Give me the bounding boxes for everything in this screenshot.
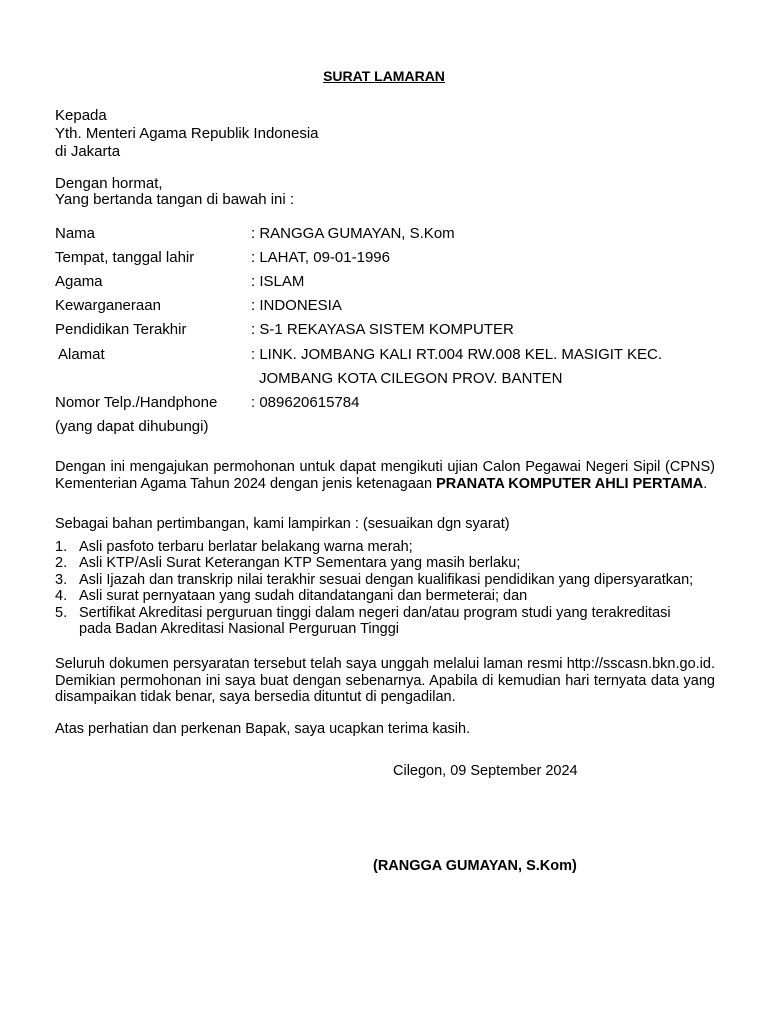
field-label: Alamat: [58, 346, 105, 363]
application-text-end: .: [703, 475, 708, 492]
field-label: Tempat, tanggal lahir: [55, 249, 195, 266]
application-paragraph: [55, 459, 715, 492]
position-name: PRANATA KOMPUTER AHLI PERTAMA: [436, 475, 704, 492]
recipient-line-2: Yth. Menteri Agama Republik Indonesia: [55, 125, 319, 142]
closing-sentence: Atas perhatian dan perkenan Bapak, saya ucapkan terima kasih.: [55, 721, 471, 737]
field-value: : ISLAM: [251, 273, 305, 290]
recipient-line-1: Kepada: [55, 107, 107, 124]
list-item: [55, 539, 735, 555]
recipient-line-3: di Jakarta: [55, 143, 121, 160]
greeting-line-2: Yang bertanda tangan di bawah ini :: [55, 191, 295, 208]
signature-name: (RANGGA GUMAYAN, S.Kom): [373, 858, 577, 874]
letter-title: SURAT LAMARAN: [323, 68, 445, 84]
application-text: Dengan ini mengajukan permohonan untuk dapat mengikuti ujian Calon Pegawai Negeri Sipil (CPNS) Kementerian Agama Tahun 2024 dengan jenis ketenagaan: [55, 459, 715, 492]
place-date: Cilegon, 09 September 2024: [393, 763, 578, 779]
field-label: Kewarganeraan: [55, 297, 161, 314]
field-value: : INDONESIA: [251, 297, 342, 314]
field-value: : LINK. JOMBANG KALI RT.004 RW.008 KEL. MASIGIT KEC.: [251, 346, 662, 363]
field-value: : LAHAT, 09-01-1996: [251, 249, 390, 266]
list-number: 3.: [55, 571, 68, 588]
field-label: Nama: [55, 225, 96, 242]
list-number: 2.: [55, 555, 68, 572]
field-value: : RANGGA GUMAYAN, S.Kom: [251, 225, 455, 242]
greeting-line-1: Dengan hormat,: [55, 175, 163, 192]
list-item: [55, 555, 735, 571]
list-number: 5.: [55, 604, 68, 621]
attachments-list: [55, 539, 735, 637]
list-text: Asli KTP/Asli Surat Keterangan KTP Sementara yang masih berlaku;: [79, 555, 521, 572]
attachments-intro: Sebagai bahan pertimbangan, kami lampirkan : (sesuaikan dgn syarat): [55, 516, 510, 532]
list-number: 1.: [55, 539, 68, 555]
list-item: [55, 572, 735, 588]
field-value: : 089620615784: [251, 394, 360, 411]
field-label: Pendidikan Terakhir: [55, 321, 187, 338]
list-text: Asli surat pernyataan yang sudah ditandatangani dan bermeterai; dan: [79, 588, 528, 605]
list-text: Asli Ijazah dan transkrip nilai terakhir sesuai dengan kualifikasi pendidikan yang dipersyaratkan;: [79, 571, 694, 588]
list-text: Sertifikat Akreditasi perguruan tinggi dalam negeri dan/atau program studi yang terakreditasi pada Badan Akreditasi Nasional Perguruan Tinggi: [79, 604, 671, 638]
list-number: 4.: [55, 588, 68, 605]
field-value: JOMBANG KOTA CILEGON PROV. BANTEN: [259, 370, 563, 387]
field-label: Agama: [55, 273, 103, 290]
list-item: [55, 605, 735, 638]
field-label: Nomor Telp./Handphone: [55, 394, 218, 411]
list-text: Asli pasfoto terbaru berlatar belakang warna merah;: [79, 539, 413, 555]
field-label: (yang dapat dihubungi): [55, 418, 209, 435]
field-value: : S-1 REKAYASA SISTEM KOMPUTER: [251, 321, 514, 338]
statement-paragraph: Seluruh dokumen persyaratan tersebut telah saya unggah melalui laman resmi http://sscasn.bkn.go.id. Demikian permohonan ini saya buat dengan sebenarnya. Apabila di kemudian hari ternyata data yang disampaikan tidak benar, saya bersedia dituntut di pengadilan.: [55, 656, 715, 705]
list-item: [55, 588, 735, 604]
